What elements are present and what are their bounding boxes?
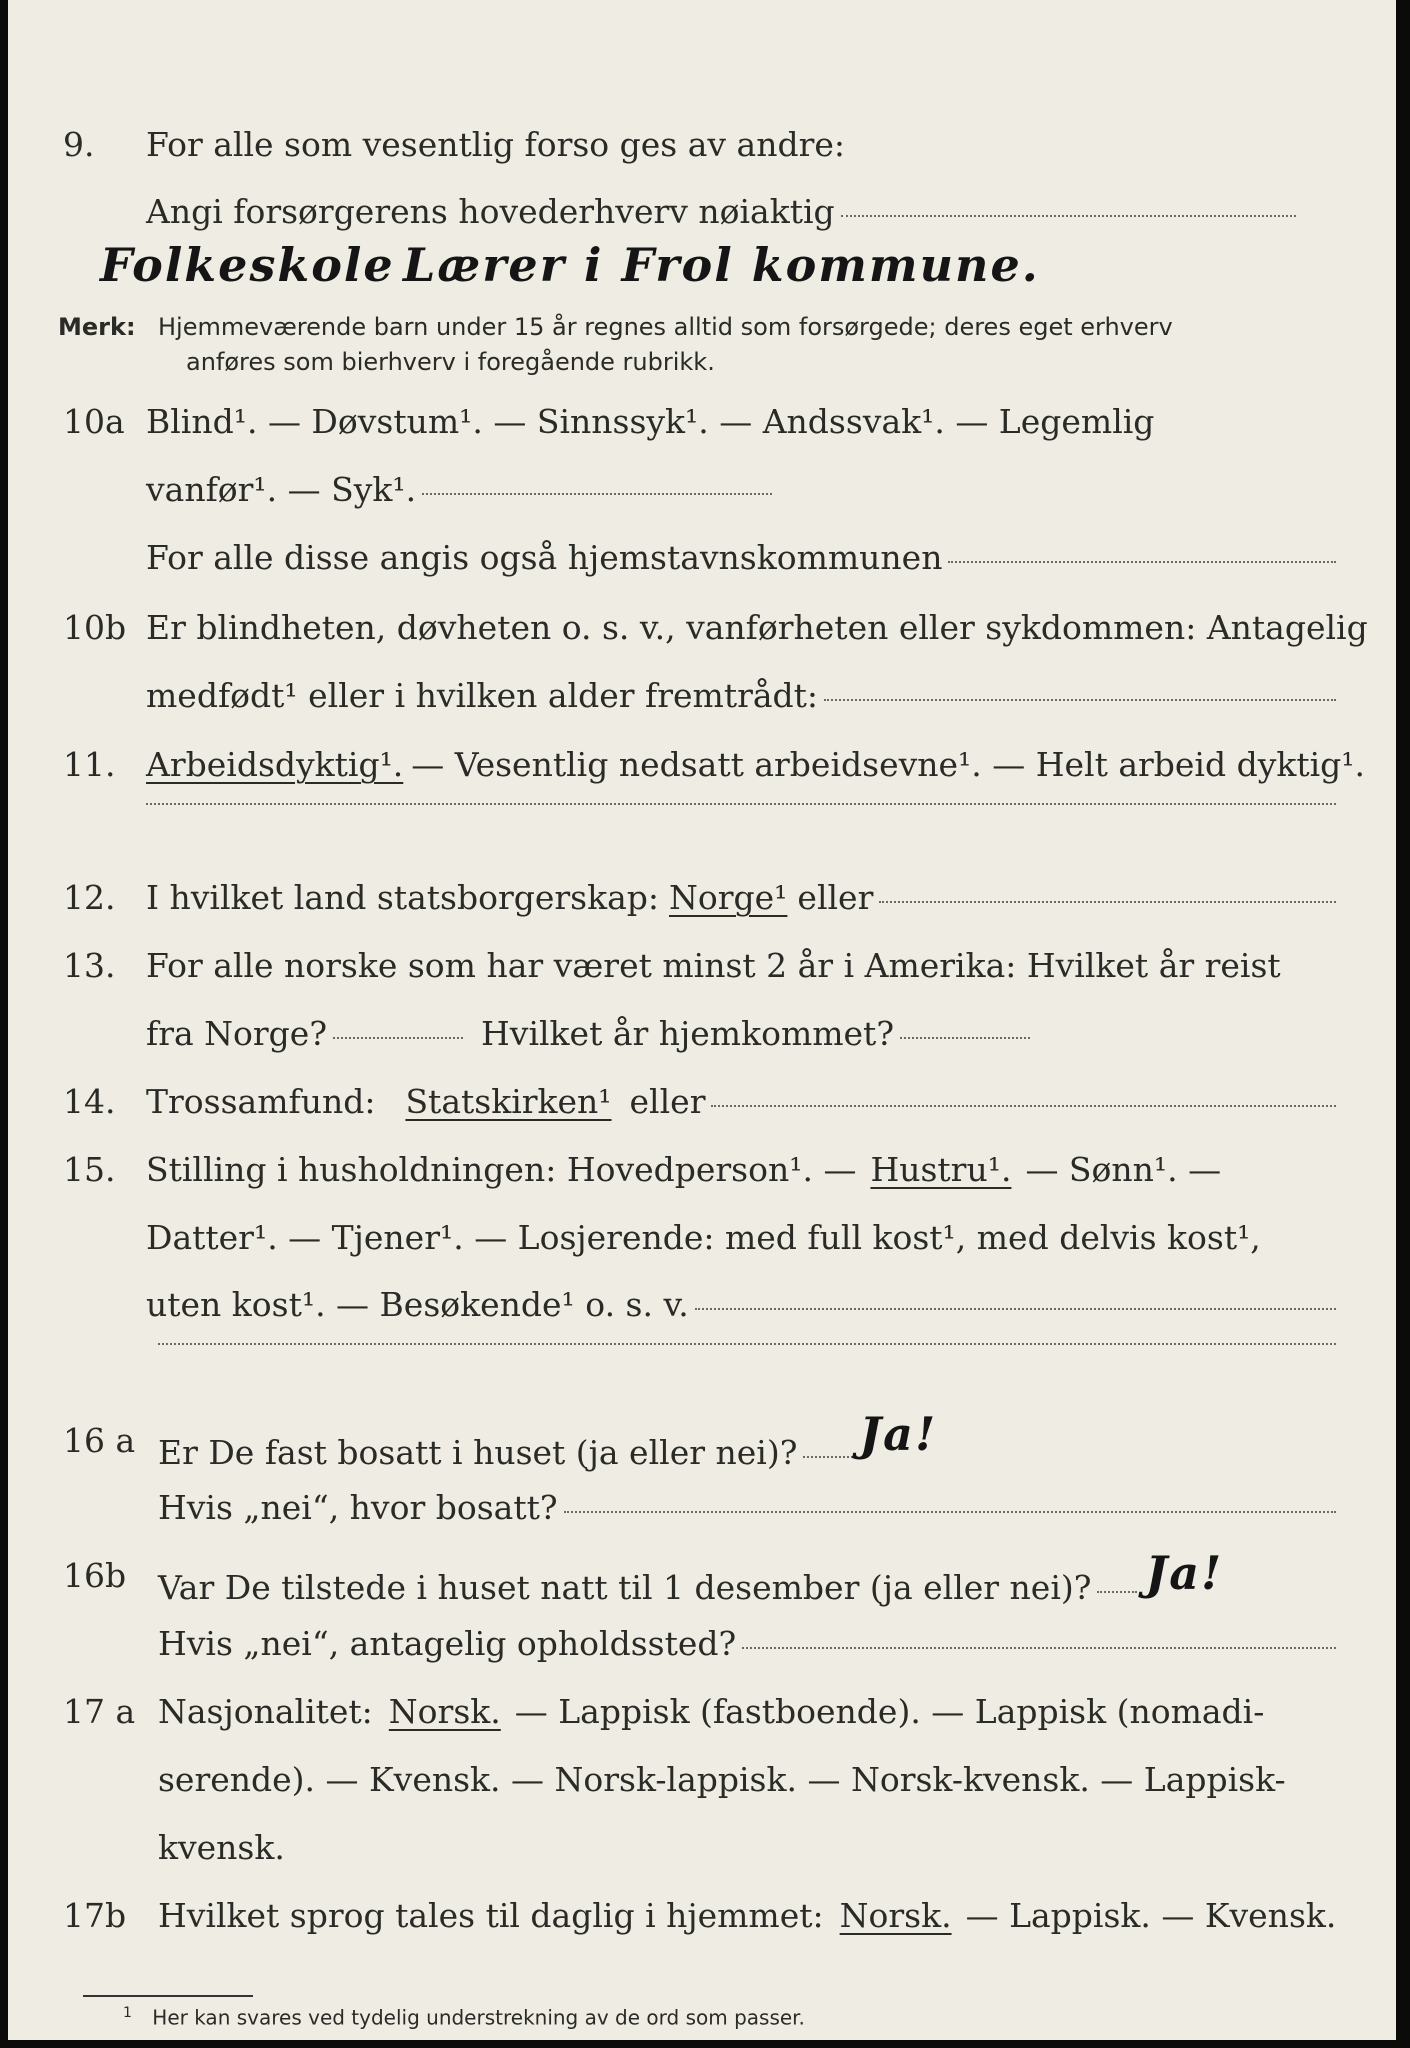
merk-text-1: Hjemmeværende barn under 15 år regnes alltid som forsørgede; deres eget erhverv [158, 313, 1173, 341]
footnote-number: 1 [123, 2005, 132, 2021]
q12-dotted-line [879, 900, 1336, 903]
q15-dotted-line-2 [158, 1342, 1336, 1345]
q16b-dotted-line-2 [742, 1646, 1336, 1649]
q9-handwritten-answer: Lærer i Frol kommune. [403, 238, 1040, 292]
q16b-text-1: Var De tilstede i huset natt til 1 desember (ja eller nei)? [158, 1568, 1092, 1607]
q10a-dotted-line-2 [948, 560, 1336, 563]
q10b-dotted-line [824, 698, 1336, 701]
q17b-text-2: — Lappisk. — Kvensk. [965, 1896, 1337, 1935]
q17a-number: 17 a [63, 1692, 136, 1731]
footnote [123, 2005, 805, 2030]
q9-instruction: Angi forsørgerens hovederhverv nøiaktig [146, 192, 835, 231]
q16a-text-2: Hvis „nei“, hvor bosatt? [158, 1488, 558, 1527]
merk-label: Merk: [58, 313, 136, 341]
q17b-option-norsk: Norsk. [839, 1896, 952, 1935]
q10a-text-2: vanfør¹. — Syk¹. [146, 470, 417, 509]
q13-number: 13. [63, 946, 116, 985]
q16b-dotted-line-1 [1097, 1590, 1137, 1593]
q9-dotted-line [841, 214, 1296, 217]
q16a-dotted-line-2 [564, 1510, 1336, 1513]
q16a-text-1: Er De fast bosatt i huset (ja eller nei)? [158, 1433, 798, 1472]
census-form-page [8, 0, 1396, 2040]
q17a-option-norsk: Norsk. [388, 1692, 501, 1731]
q17a-text-1b: — Lappisk (fastboende). — Lappisk (nomadi- [514, 1692, 1265, 1731]
q17a-text-1a: Nasjonalitet: [158, 1692, 373, 1731]
footnote-text: Her kan svares ved tydelig understrekning av de ord som passer. [152, 2005, 805, 2030]
q15-option-hustru: Hustru¹. [870, 1150, 1012, 1189]
q13-text-2a: fra Norge? [146, 1014, 328, 1053]
q16b-handwritten-answer: Ja! [1145, 1546, 1224, 1600]
q11-dotted-line [146, 802, 1336, 805]
q12-number: 12. [63, 878, 116, 917]
q16a-number: 16 a [63, 1421, 136, 1460]
q15-number: 15. [63, 1150, 116, 1189]
q11-text: — Vesentlig nedsatt arbeidsevne¹. — Helt arbeid dyktig¹. [411, 745, 1366, 784]
q15-dotted-line [695, 1307, 1336, 1310]
q16b-text-2: Hvis „nei“, antagelig opholdssted? [158, 1624, 737, 1663]
q13-text-2b: Hvilket år hjemkommet? [481, 1014, 895, 1053]
q16a-dotted-line-1 [803, 1455, 853, 1458]
q10b-number: 10b [63, 608, 127, 647]
q15-text-1b: — Sønn¹. — [1025, 1150, 1222, 1189]
q17b-text-1: Hvilket sprog tales til daglig i hjemmet: [158, 1896, 824, 1935]
q11-option-arbeidsdyktig: Arbeidsdyktig¹. [146, 745, 404, 784]
q10b-text-2: medfødt¹ eller i hvilken alder fremtrådt: [146, 676, 819, 715]
q9-text: For alle som vesentlig forso ges av andre: [146, 125, 845, 164]
q15-text-2: Datter¹. — Tjener¹. — Losjerende: med full kost¹, med delvis kost¹, [146, 1218, 1261, 1257]
q14-eller: eller [629, 1082, 706, 1121]
q11-number: 11. [63, 745, 116, 784]
q16a-handwritten-answer: Ja! [859, 1407, 938, 1461]
q12-eller: eller [797, 878, 874, 917]
q14-dotted-line [711, 1104, 1336, 1107]
q10a-number: 10a [63, 402, 125, 441]
q10a-dotted-line [422, 492, 772, 495]
q9-answer-prefix: Folkeskole [100, 238, 395, 292]
q14-number: 14. [63, 1082, 116, 1121]
q13-dotted-line-1 [333, 1036, 463, 1039]
q16b-number: 16b [63, 1556, 127, 1595]
q13-text-1: For alle norske som har været minst 2 år i Amerika: Hvilket år reist [146, 946, 1281, 985]
q12-option-norge: Norge¹ [669, 878, 788, 917]
q10b-text-1: Er blindheten, døvheten o. s. v., vanførheten eller sykdommen: Antagelig [146, 608, 1368, 647]
footnote-rule [83, 1995, 253, 1997]
q15-text-1a: Stilling i husholdningen: Hovedperson¹. — [146, 1150, 857, 1189]
q14-text: Trossamfund: [146, 1082, 376, 1121]
q10a-text-3: For alle disse angis også hjemstavnskommunen [146, 538, 943, 577]
q17a-text-2: serende). — Kvensk. — Norsk-lappisk. — Norsk-kvensk. — Lappisk- [158, 1760, 1286, 1799]
q17b-number: 17b [63, 1896, 127, 1935]
q17a-text-3: kvensk. [158, 1828, 285, 1867]
q12-text: I hvilket land statsborgerskap: [146, 878, 660, 917]
q9-number: 9. [63, 125, 95, 164]
q10a-text-1: Blind¹. — Døvstum¹. — Sinnssyk¹. — Andssvak¹. — Legemlig [146, 402, 1155, 441]
q15-text-3: uten kost¹. — Besøkende¹ o. s. v. [146, 1285, 689, 1324]
merk-text-2: anføres som bierhverv i foregående rubrikk. [186, 348, 715, 376]
q13-dotted-line-2 [900, 1036, 1030, 1039]
q14-option-statskirken: Statskirken¹ [405, 1082, 612, 1121]
